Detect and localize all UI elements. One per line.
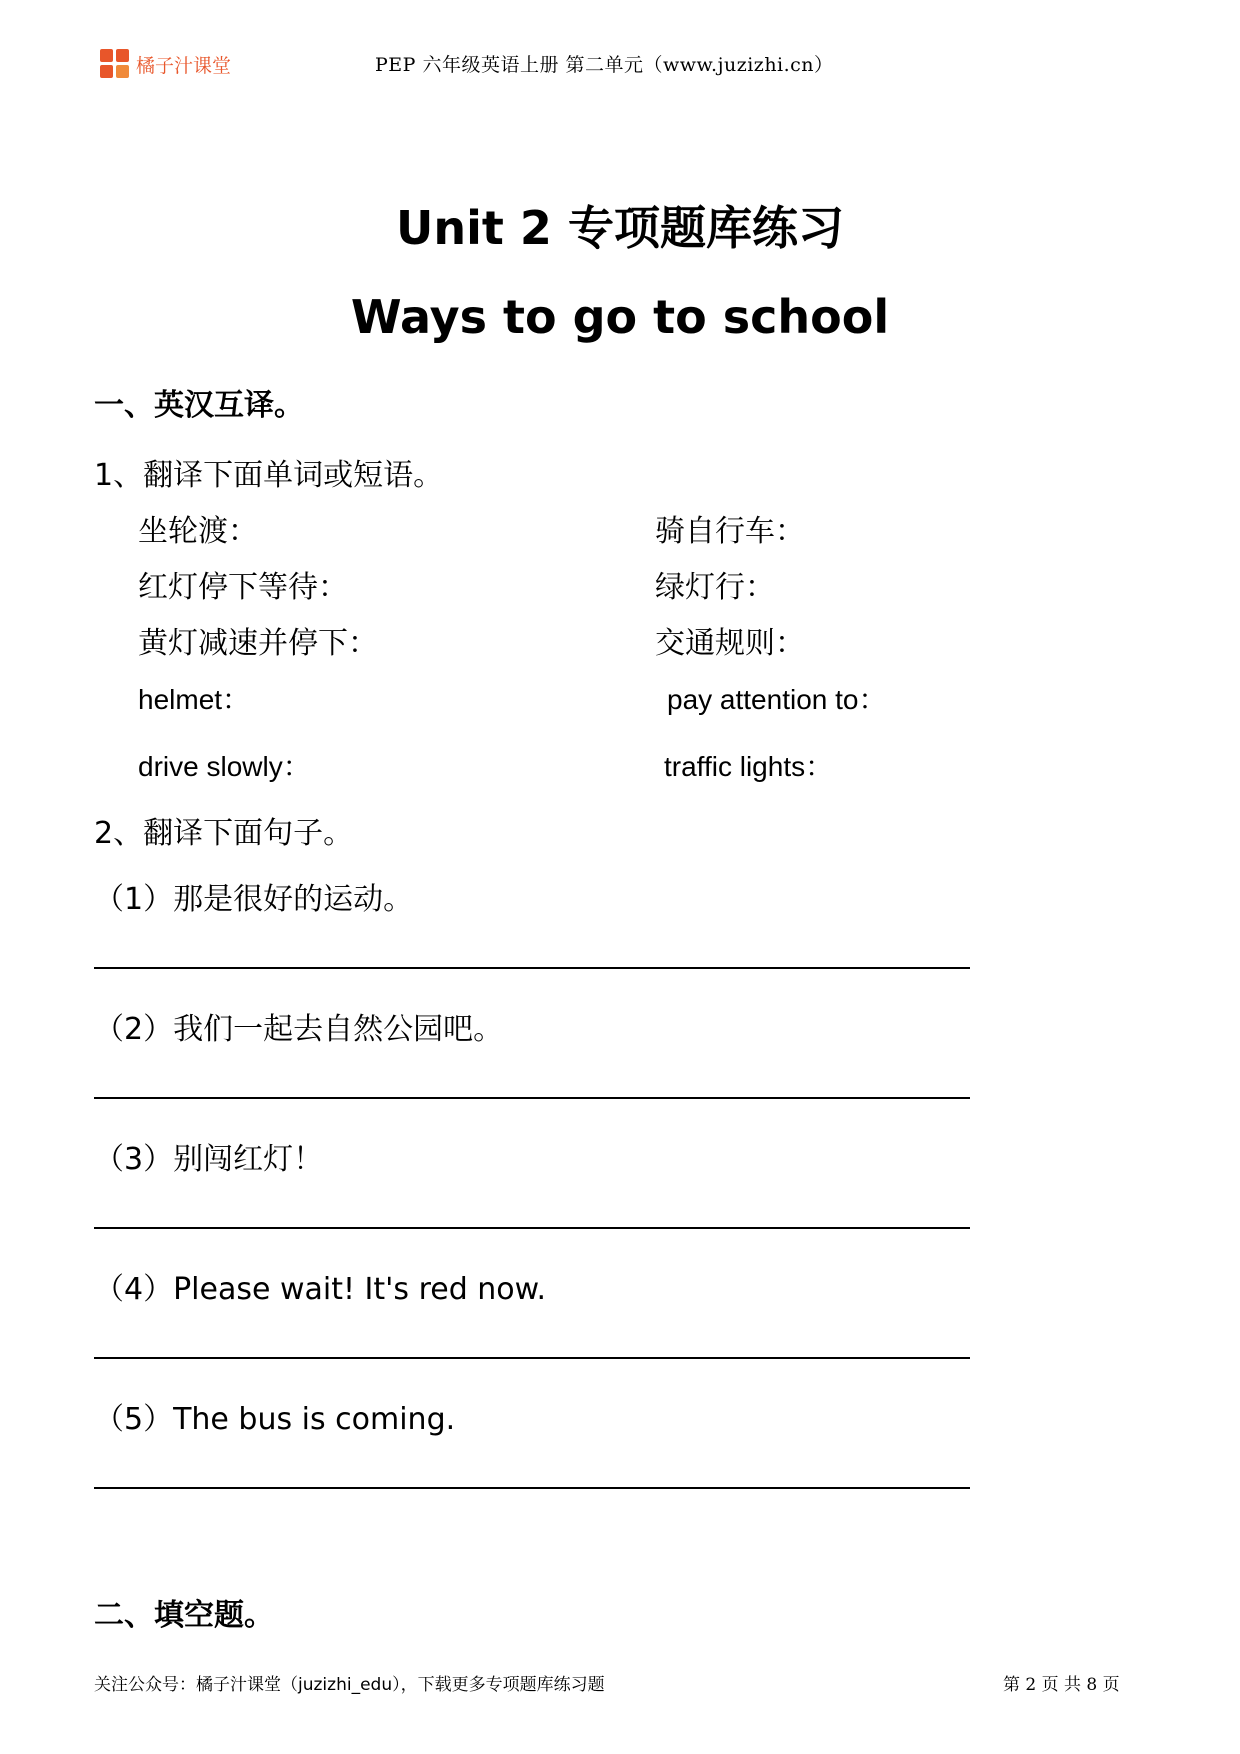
answer-line	[94, 1097, 970, 1099]
answer-line	[94, 1227, 970, 1229]
vocab-item: 红灯停下等待：	[138, 570, 348, 605]
vocab-item: 绿灯行：	[655, 570, 775, 605]
vocab-item: traffic lights：	[664, 751, 834, 782]
section-heading-2: 二、填空题。	[94, 1598, 274, 1633]
page-number: 第 2 页 共 8 页	[1003, 1675, 1120, 1695]
sentence-item: （1）那是很好的运动。	[94, 882, 414, 917]
question-1-prompt: 1、翻译下面单词或短语。	[94, 458, 444, 493]
vocab-item: helmet：	[138, 684, 251, 715]
vocab-item: 黄灯减速并停下：	[138, 626, 378, 661]
vocab-item: 交通规则：	[655, 626, 805, 661]
logo-icon	[100, 49, 130, 79]
sentence-item: （5）The bus is coming.	[94, 1402, 456, 1437]
question-2-prompt: 2、翻译下面句子。	[94, 816, 354, 851]
page-subtitle: Ways to go to school	[350, 290, 890, 344]
page-title: Unit 2 专项题库练习	[396, 201, 844, 255]
brand-logo	[100, 48, 231, 80]
vocab-item: pay attention to：	[667, 684, 887, 715]
sentence-item: （3）别闯红灯！	[94, 1142, 324, 1177]
vocab-item: 骑自行车：	[655, 514, 805, 549]
vocab-item: 坐轮渡：	[138, 514, 258, 549]
footer-note: 关注公众号：橘子汁课堂（juzizhi_edu），下载更多专项题库练习题	[94, 1675, 605, 1695]
sentence-item: （4）Please wait! It's red now.	[94, 1272, 546, 1307]
answer-line	[94, 1487, 970, 1489]
answer-line	[94, 967, 970, 969]
sentence-item: （2）我们一起去自然公园吧。	[94, 1012, 504, 1047]
vocab-item: drive slowly：	[138, 751, 311, 782]
answer-line	[94, 1357, 970, 1359]
section-heading-1: 一、英汉互译。	[94, 388, 304, 423]
logo-text: 橘子汁课堂	[136, 54, 232, 77]
header-title: PEP 六年级英语上册 第二单元（www.juzizhi.cn）	[375, 54, 834, 76]
